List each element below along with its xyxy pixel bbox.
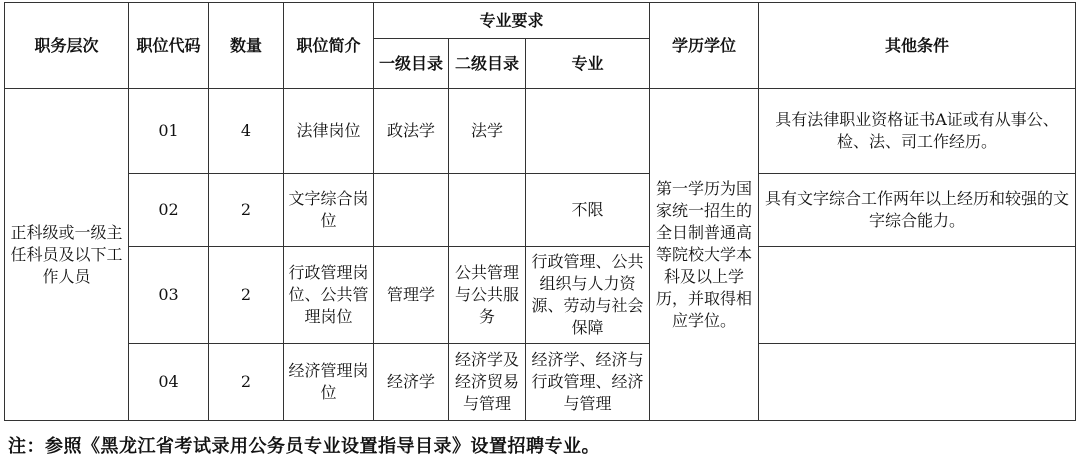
level2-cell [449, 174, 526, 247]
table-row [5, 89, 1076, 174]
footnote: 注：参照《黑龙江省考试录用公务员专业设置指导目录》设置招聘专业。 [8, 436, 600, 457]
header-major-req: 专业要求 [374, 3, 650, 39]
level2-text: 经济学及经济贸易与管理 [454, 350, 519, 413]
header-code: 职位代码 [129, 3, 209, 89]
code-cell: 01 [129, 89, 209, 174]
specialty-cell: 不限 [526, 174, 650, 247]
education-cell: 第一学历为国家统一招生的全日制普通高等院校大学本科及以上学历，并取得相应学位。 [650, 89, 759, 421]
count-cell: 2 [209, 344, 284, 421]
code-cell: 02 [129, 174, 209, 247]
header-education: 学历学位 [650, 3, 759, 89]
other-cell [759, 247, 1076, 344]
code-cell: 03 [129, 247, 209, 344]
level-cell: 正科级或一级主任科员及以下工作人员 [5, 89, 129, 421]
intro-cell: 行政管理岗位、公共管理岗位 [284, 247, 374, 344]
specialty-cell: 行政管理、公共组织与人力资源、劳动与社会保障 [526, 247, 650, 344]
recruitment-table [4, 2, 1076, 421]
header-other: 其他条件 [759, 3, 1076, 89]
specialty-cell: 经济学、经济与行政管理、经济与管理 [526, 344, 650, 421]
specialty-cell [526, 89, 650, 174]
level1-cell [374, 174, 449, 247]
header-level2: 二级目录 [449, 39, 526, 89]
table-row [5, 247, 1076, 344]
count-cell: 2 [209, 247, 284, 344]
header-level1: 一级目录 [374, 39, 449, 89]
level2-cell: 法学 [449, 89, 526, 174]
count-cell: 4 [209, 89, 284, 174]
code-cell: 04 [129, 344, 209, 421]
level2-cell [449, 344, 526, 421]
level1-cell: 经济学 [374, 344, 449, 421]
table-row [5, 174, 1076, 247]
level1-cell: 政法学 [374, 89, 449, 174]
intro-cell: 法律岗位 [284, 89, 374, 174]
level1-cell: 管理学 [374, 247, 449, 344]
count-cell: 2 [209, 174, 284, 247]
header-intro: 职位简介 [284, 3, 374, 89]
other-cell [759, 344, 1076, 421]
other-cell: 具有文字综合工作两年以上经历和较强的文字综合能力。 [759, 174, 1076, 247]
header-row-top [5, 3, 1076, 39]
intro-cell: 经济管理岗位 [284, 344, 374, 421]
header-specialty: 专业 [526, 39, 650, 89]
header-level: 职务层次 [5, 3, 129, 89]
other-cell: 具有法律职业资格证书A证或有从事公、检、法、司工作经历。 [759, 89, 1076, 174]
level2-cell: 公共管理与公共服务 [449, 247, 526, 344]
intro-cell: 文字综合岗位 [284, 174, 374, 247]
header-count: 数量 [209, 3, 284, 89]
table-row [5, 344, 1076, 421]
